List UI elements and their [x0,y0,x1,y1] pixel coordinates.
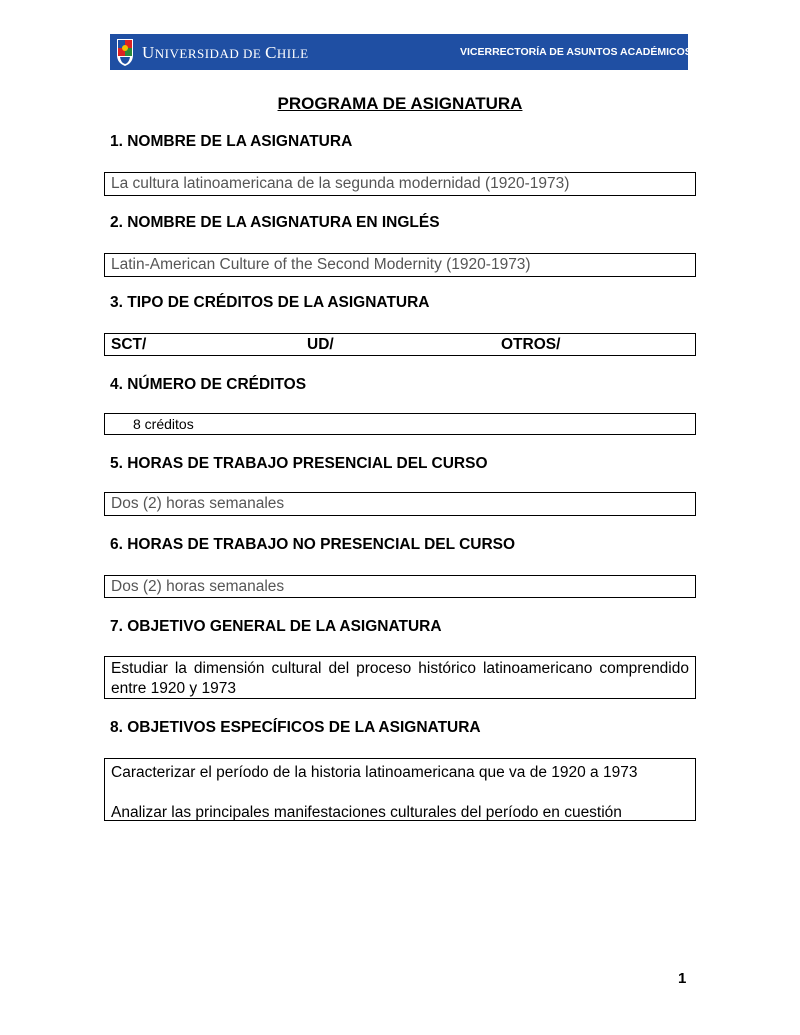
section-8-box [104,758,696,821]
section-1-content: La cultura latinoamericana de la segunda modernidad (1920-1973) [111,175,570,192]
section-5-box [104,492,696,516]
section-1-box [104,172,696,196]
section-8-paragraph-2: Analizar las principales manifestaciones culturales del período en cuestión [111,804,622,821]
section-7-heading: 7. OBJETIVO GENERAL DE LA ASIGNATURA [110,618,442,635]
section-2-content: Latin-American Culture of the Second Modernity (1920-1973) [111,256,531,273]
section-6-content: Dos (2) horas semanales [111,578,285,595]
vicerrectoria-label: VICERRECTORÍA DE ASUNTOS ACADÉMICOS [460,46,692,58]
section-8-paragraph-1: Caracterizar el período de la historia latinoamericana que va de 1920 a 1973 [111,764,638,781]
section-3-heading: 3. TIPO DE CRÉDITOS DE LA ASIGNATURA [110,294,430,311]
section-6-box [104,575,696,598]
header-banner [110,34,692,70]
section-3-box [104,333,696,356]
section-2-heading: 2. NOMBRE DE LA ASIGNATURA EN INGLÉS [110,214,440,231]
university-name: UNIVERSIDAD DE CHILE [142,43,309,62]
section-1-heading: 1. NOMBRE DE LA ASIGNATURA [110,133,353,150]
page-title: PROGRAMA DE ASIGNATURA [277,94,523,113]
section-8-heading: 8. OBJETIVOS ESPECÍFICOS DE LA ASIGNATURA [110,719,481,736]
page-number: 1 [678,970,687,987]
section-4-heading: 4. NÚMERO DE CRÉDITOS [110,376,307,393]
credit-type-sct: SCT/ [111,336,147,353]
section-7-box [104,656,696,699]
section-6-heading: 6. HORAS DE TRABAJO NO PRESENCIAL DEL CURSO [110,536,516,553]
section-5-content: Dos (2) horas semanales [111,495,285,512]
section-2-box [104,253,696,277]
section-4-content: 8 créditos [133,416,194,432]
credit-type-otros: OTROS/ [501,336,561,353]
section-5-heading: 5. HORAS DE TRABAJO PRESENCIAL DEL CURSO [110,455,488,472]
section-7-content: Estudiar la dimensión cultural del proceso histórico latinoamericano comprendido entre 1920 y 1973 [111,660,689,697]
university-crest-icon [116,37,134,67]
credit-type-ud: UD/ [307,336,334,353]
section-4-box [104,413,696,435]
